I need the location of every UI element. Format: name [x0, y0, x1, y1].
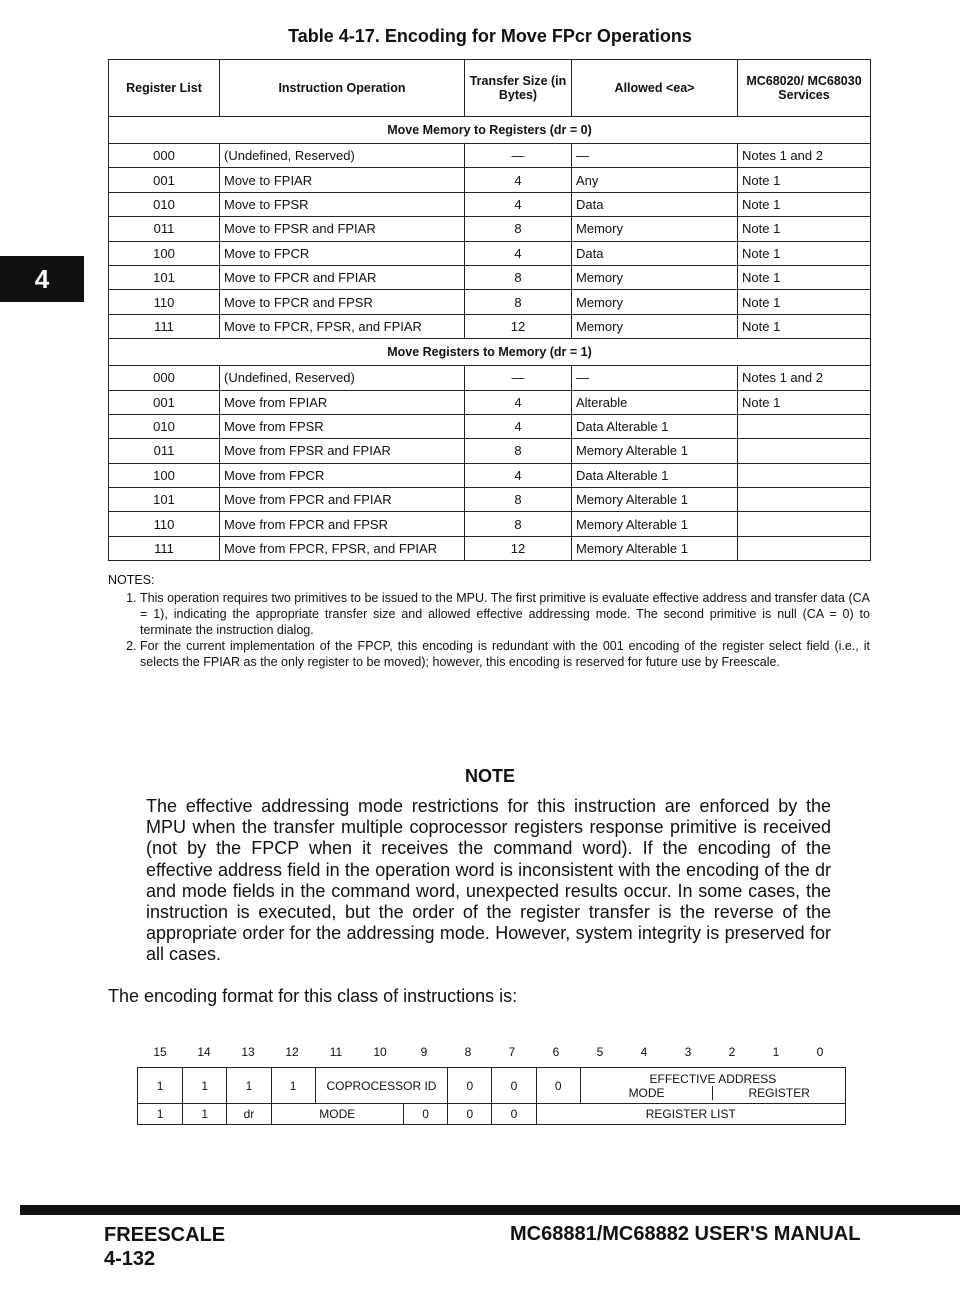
table-row: [109, 512, 871, 536]
allowed-ea-cell: Memory Alterable 1: [572, 536, 738, 560]
allowed-ea-cell: —: [572, 144, 738, 168]
services-cell: Note 1: [738, 192, 871, 216]
allowed-ea-cell: Memory: [572, 314, 738, 338]
transfer-size-cell: 8: [465, 488, 572, 512]
services-cell: [738, 439, 871, 463]
ea-mode-label: MODE: [628, 1085, 665, 1100]
register-list-cell: 110: [109, 512, 220, 536]
transfer-size-cell: 4: [465, 192, 572, 216]
services-cell: Note 1: [738, 217, 871, 241]
note-item: 2. For the current implementation of the FPCP, this encoding is redundant with the 001 encoding of the register select field (i.e., it selects the FPIAR as the only register to be moved); however, this encoding is reserved for future use by Freescale.: [140, 638, 870, 670]
transfer-size-cell: —: [465, 366, 572, 390]
transfer-size-cell: 4: [465, 390, 572, 414]
bit-number: 11: [329, 1045, 343, 1059]
allowed-ea-cell: Data: [572, 192, 738, 216]
effective-address-field: [580, 1068, 845, 1104]
operation-cell: Move to FPCR and FPSR: [220, 290, 465, 314]
services-cell: Note 1: [738, 168, 871, 192]
services-cell: Notes 1 and 2: [738, 366, 871, 390]
table-title: Table 4-17. Encoding for Move FPcr Operations: [288, 26, 692, 46]
bit-cell: 1: [183, 1104, 227, 1125]
transfer-size-cell: 4: [465, 241, 572, 265]
bit-cell: 1: [271, 1068, 315, 1104]
register-list-cell: 110: [109, 290, 220, 314]
allowed-ea-cell: Data Alterable 1: [572, 463, 738, 487]
allowed-ea-cell: Data: [572, 241, 738, 265]
table-row: [109, 314, 871, 338]
table-row: [109, 144, 871, 168]
allowed-ea-cell: Memory: [572, 265, 738, 289]
ea-register-label: REGISTER: [712, 1086, 845, 1100]
bit-number: 12: [285, 1045, 299, 1059]
mode-field: MODE: [271, 1104, 404, 1125]
register-list-cell: 111: [109, 536, 220, 560]
bit-cell: 0: [492, 1104, 536, 1125]
bit-number: 4: [640, 1045, 648, 1059]
allowed-ea-cell: Memory Alterable 1: [572, 439, 738, 463]
table-row: [109, 217, 871, 241]
table-row: [109, 414, 871, 438]
operation-cell: Move from FPCR and FPIAR: [220, 488, 465, 512]
format-diagram: [137, 1067, 846, 1125]
footer-company: FREESCALE: [104, 1224, 226, 1246]
encoding-table: [108, 59, 871, 561]
transfer-size-cell: 4: [465, 168, 572, 192]
note-heading: NOTE: [464, 766, 515, 786]
allowed-ea-cell: Any: [572, 168, 738, 192]
notes: [108, 572, 870, 670]
register-list-cell: 010: [109, 414, 220, 438]
operation-cell: Move to FPSR: [220, 192, 465, 216]
note-body: The effective addressing mode restrictions for this instruction are enforced by the MPU when the transfer multiple coprocessor registers response primitive is received (not by the FPCP when it receives the command word). If the encoding of the effective address field in the operation word is inconsistent with the encoding of the dr and mode fields in the command word, unexpected results occur. In some cases, the instruction is executed, but the order of the register transfer is the reverse of the appropriate order for the addressing mode. However, system integrity is preserved for all cases.: [146, 796, 831, 965]
footer-rule: [20, 1205, 960, 1215]
operation-cell: Move to FPSR and FPIAR: [220, 217, 465, 241]
allowed-ea-cell: Alterable: [572, 390, 738, 414]
transfer-size-cell: 4: [465, 414, 572, 438]
transfer-size-cell: —: [465, 144, 572, 168]
effective-address-label: EFFECTIVE ADDRESS: [649, 1071, 777, 1086]
operation-cell: Move to FPCR, FPSR, and FPIAR: [220, 314, 465, 338]
chapter-tab: 4: [0, 256, 84, 302]
bit-number: 2: [728, 1045, 736, 1059]
bit-number: 6: [552, 1045, 560, 1059]
register-list-cell: 101: [109, 488, 220, 512]
table-row: [109, 265, 871, 289]
services-cell: Note 1: [738, 241, 871, 265]
transfer-size-cell: 8: [465, 512, 572, 536]
header-register-list: Register List: [109, 60, 220, 117]
register-list-field: REGISTER LIST: [536, 1104, 845, 1125]
bit-cell: 1: [183, 1068, 227, 1104]
transfer-size-cell: 8: [465, 290, 572, 314]
header-instruction-operation: Instruction Operation: [220, 60, 465, 117]
transfer-size-cell: 4: [465, 463, 572, 487]
operation-cell: Move from FPSR and FPIAR: [220, 439, 465, 463]
services-cell: [738, 463, 871, 487]
operation-cell: Move to FPCR: [220, 241, 465, 265]
register-list-cell: 011: [109, 439, 220, 463]
bit-number: 9: [420, 1045, 428, 1059]
register-list-cell: 000: [109, 144, 220, 168]
services-cell: [738, 488, 871, 512]
section-heading: Move Registers to Memory (dr = 1): [109, 339, 871, 366]
bit-cell: 1: [138, 1068, 183, 1104]
transfer-size-cell: 8: [465, 217, 572, 241]
services-cell: Notes 1 and 2: [738, 144, 871, 168]
register-list-cell: 000: [109, 366, 220, 390]
bit-number: 3: [684, 1045, 692, 1059]
operation-cell: Move from FPCR: [220, 463, 465, 487]
transfer-size-cell: 12: [465, 314, 572, 338]
register-list-cell: 001: [109, 390, 220, 414]
intro-text: The encoding format for this class of instructions is:: [108, 986, 518, 1006]
footer-left: [104, 1223, 225, 1271]
transfer-size-cell: 8: [465, 265, 572, 289]
services-cell: [738, 414, 871, 438]
bit-cell: 0: [536, 1068, 580, 1104]
bit-number: 5: [596, 1045, 604, 1059]
register-list-cell: 001: [109, 168, 220, 192]
bit-cell: 0: [492, 1068, 536, 1104]
footer-manual-title: MC68881/MC68882 USER'S MANUAL: [510, 1223, 861, 1245]
services-cell: [738, 512, 871, 536]
bit-number: 15: [153, 1045, 167, 1059]
services-cell: [738, 536, 871, 560]
services-cell: Note 1: [738, 290, 871, 314]
bit-number: 13: [241, 1045, 255, 1059]
register-list-cell: 011: [109, 217, 220, 241]
table-header-row: [109, 60, 871, 117]
table-row: [109, 241, 871, 265]
bit-number: 0: [816, 1045, 824, 1059]
bit-cell: 0: [448, 1068, 492, 1104]
register-list-cell: 111: [109, 314, 220, 338]
allowed-ea-cell: Memory Alterable 1: [572, 488, 738, 512]
operation-cell: Move from FPIAR: [220, 390, 465, 414]
bit-number: 8: [464, 1045, 472, 1059]
bit-cell: 1: [227, 1068, 271, 1104]
operation-cell: Move to FPCR and FPIAR: [220, 265, 465, 289]
table-row: [109, 168, 871, 192]
operation-cell: (Undefined, Reserved): [220, 144, 465, 168]
operation-word-row: [138, 1068, 846, 1104]
register-list-cell: 100: [109, 241, 220, 265]
operation-cell: Move from FPCR and FPSR: [220, 512, 465, 536]
bit-cell: 0: [448, 1104, 492, 1125]
operation-cell: Move from FPCR, FPSR, and FPIAR: [220, 536, 465, 560]
command-word-row: [138, 1104, 846, 1125]
header-services: MC68020/ MC68030 Services: [738, 60, 871, 117]
register-list-cell: 010: [109, 192, 220, 216]
services-cell: Note 1: [738, 314, 871, 338]
bit-number: 14: [197, 1045, 211, 1059]
notes-heading: NOTES:: [108, 573, 155, 587]
operation-cell: Move to FPIAR: [220, 168, 465, 192]
section-row: [109, 339, 871, 366]
bit-number: 10: [373, 1045, 387, 1059]
table-row: [109, 366, 871, 390]
table-row: [109, 192, 871, 216]
transfer-size-cell: 8: [465, 439, 572, 463]
allowed-ea-cell: Memory: [572, 290, 738, 314]
allowed-ea-cell: Data Alterable 1: [572, 414, 738, 438]
allowed-ea-cell: Memory: [572, 217, 738, 241]
table-row: [109, 390, 871, 414]
register-list-cell: 100: [109, 463, 220, 487]
note-item: 1. This operation requires two primitives to be issued to the MPU. The first primitive is evaluate effective address and transfer data (CA = 1), indicating the appropriate transfer size and allowed effective addressing mode. The second primitive is null (CA = 0) to terminate the instruction dialog.: [140, 590, 870, 638]
allowed-ea-cell: —: [572, 366, 738, 390]
table-row: [109, 463, 871, 487]
register-list-cell: 101: [109, 265, 220, 289]
services-cell: Note 1: [738, 265, 871, 289]
bit-number: 1: [772, 1045, 780, 1059]
dr-field: dr: [227, 1104, 271, 1125]
header-allowed-ea: Allowed <ea>: [572, 60, 738, 117]
table-row: [109, 439, 871, 463]
operation-cell: Move from FPSR: [220, 414, 465, 438]
header-transfer-size: Transfer Size (in Bytes): [465, 60, 572, 117]
allowed-ea-cell: Memory Alterable 1: [572, 512, 738, 536]
bit-cell: 1: [138, 1104, 183, 1125]
bit-cell: 0: [404, 1104, 448, 1125]
bit-number: 7: [508, 1045, 516, 1059]
table-row: [109, 488, 871, 512]
transfer-size-cell: 12: [465, 536, 572, 560]
table-row: [109, 290, 871, 314]
services-cell: Note 1: [738, 390, 871, 414]
section-row: [109, 117, 871, 144]
operation-cell: (Undefined, Reserved): [220, 366, 465, 390]
coprocessor-id-field: COPROCESSOR ID: [315, 1068, 448, 1104]
section-heading: Move Memory to Registers (dr = 0): [109, 117, 871, 144]
footer-page-number: 4-132: [104, 1248, 156, 1270]
table-row: [109, 536, 871, 560]
